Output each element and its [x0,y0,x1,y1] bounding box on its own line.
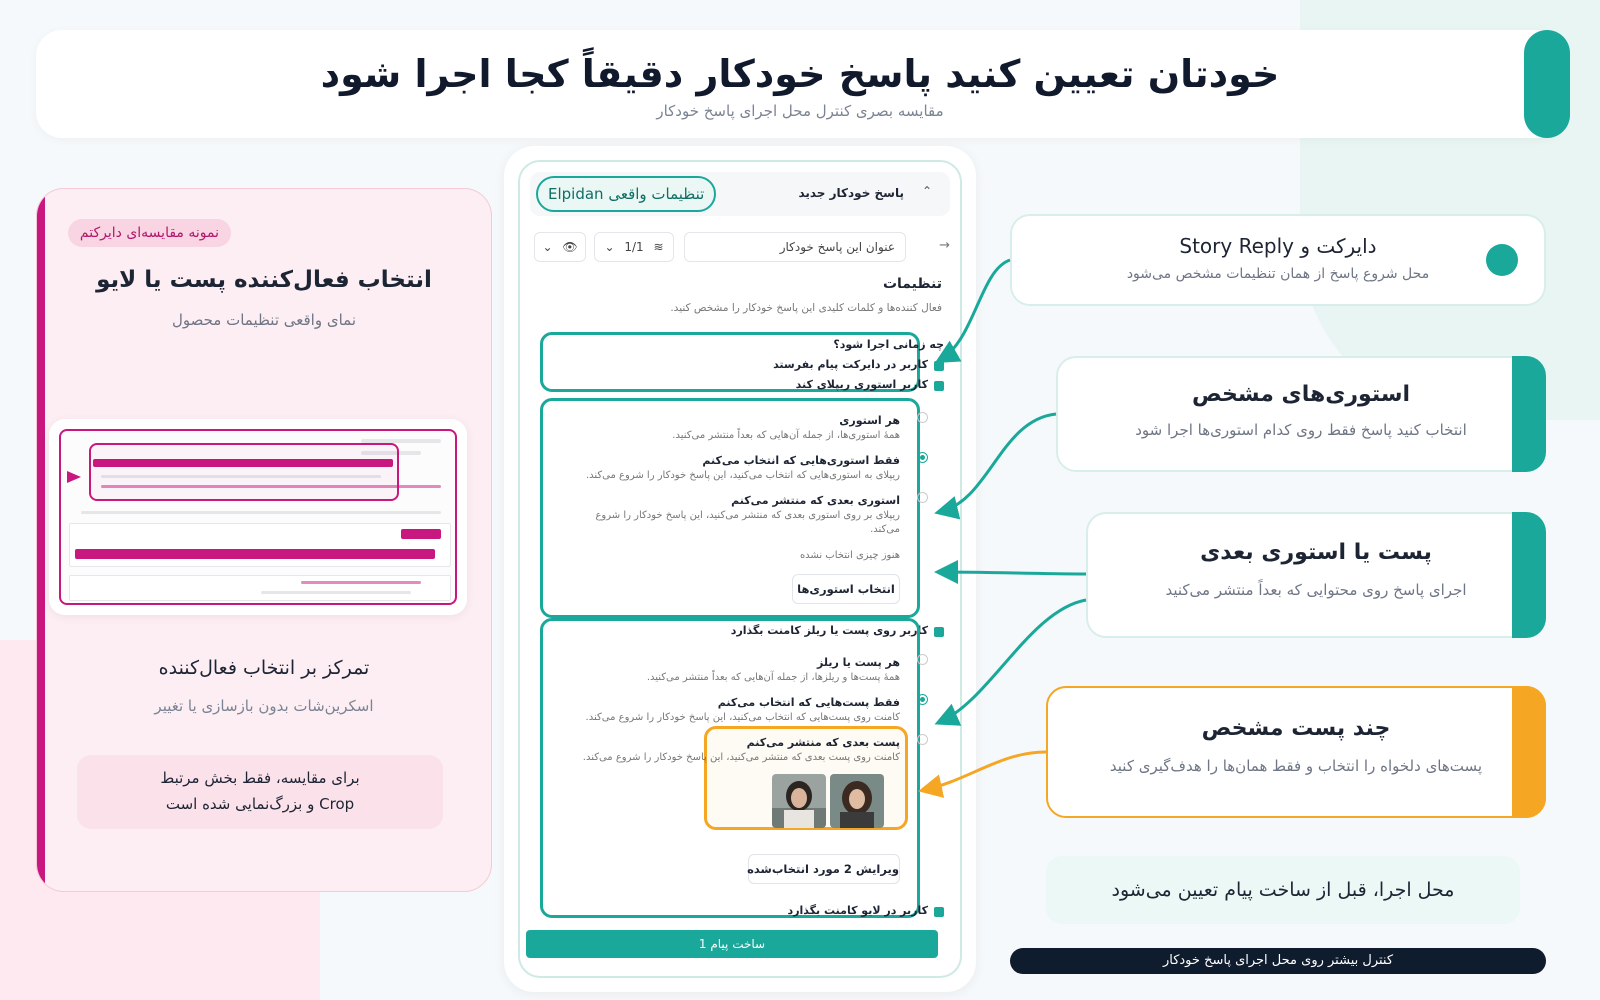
back-arrow-icon[interactable]: → [939,238,950,253]
story-next-label: استوری بعدی که منتشر می‌کنم [731,494,900,507]
crop-note [77,755,443,829]
card-direct-subtitle: محل شروع پاسخ از همان تنظیمات مشخص می‌شود [1126,266,1430,282]
page-title: خودتان تعیین کنید پاسخ خودکار دقیقاً کجا اجرا شود [320,52,1280,96]
story-next-description: ریپلای بر روی استوری بعدی که منتشر می‌کنید، این پاسخ خودکار را شروع [595,510,900,521]
card-posts-title: چند پست مشخص [1201,716,1391,741]
page-switcher[interactable] [594,232,674,262]
comparison-screenshot-thumbnail [49,419,467,615]
edit-selected-button[interactable]: ویرایش 2 مورد انتخاب‌شده [748,854,900,884]
direct-indicator-dot [1486,244,1518,276]
selected-post-thumbnail[interactable] [772,774,826,828]
post-selected-description: کامنت روی پست‌هایی که انتخاب می‌کنید، این پاسخ خودکار را شروع می‌کند. [585,712,900,723]
card-stories-title: استوری‌های مشخص [1192,382,1410,407]
comparison-panel [36,188,492,892]
trigger-live-label: کاربر در لایو کامنت بگذارد [787,904,928,917]
story-selected-label: فقط استوری‌هایی که انتخاب می‌کنم [702,454,900,467]
radio-icon[interactable] [917,654,928,665]
chevron-down-icon: ⌄ [542,240,553,254]
card-accent-bar [1512,356,1546,472]
checkbox-icon[interactable] [934,361,944,371]
checkbox-icon[interactable] [934,907,944,917]
story-any-label: هر استوری [839,414,900,427]
chevron-up-icon[interactable]: ⌃ [921,184,932,198]
reply-title-input[interactable] [684,232,906,262]
execution-location-note: محل اجرا، قبل از ساخت پیام تعیین می‌شود [1046,856,1520,924]
focus-title: تمرکز بر انتخاب فعال‌کننده [158,657,370,679]
crop-note-line-1: برای مقایسه، فقط بخش مرتبط [160,769,360,787]
thumbnail-pointer [67,471,81,483]
trigger-post-label: کاربر روی پست یا ریلز کامنت بگذارد [730,624,928,637]
card-direct-title: دایرکت و Story Reply [1179,234,1377,258]
radio-icon[interactable] [917,452,928,463]
footer-bar: کنترل بیشتر روی محل اجرای پاسخ خودکار [1010,948,1546,974]
card-next-post-story [1086,512,1546,638]
nothing-selected-text: هنوز چیزی انتخاب نشده [799,550,900,561]
thumbnail-frame [59,429,457,605]
comparison-title: انتخاب فعال‌کننده پست یا لایو [96,267,432,293]
real-settings-pill[interactable]: تنظیمات واقعی Elpidan [536,176,716,212]
comparison-subtitle: نمای واقعی تنظیمات محصول [171,311,357,329]
preview-toggle[interactable] [534,232,586,262]
focus-subtitle: اسکرین‌شات بدون بازسازی یا تغییر [154,697,374,715]
story-any-description: همهٔ استوری‌ها، از جمله آن‌هایی که بعداً منتشر می‌کنید. [672,430,900,441]
radio-icon[interactable] [917,694,928,705]
new-reply-label: پاسخ خودکار جدید [798,186,904,200]
radio-icon[interactable] [917,734,928,745]
create-message-button[interactable]: ساخت پیام 1 [526,930,938,958]
phone-mockup [504,146,976,992]
new-reply-header [530,172,950,216]
thumbnail-bar [75,549,435,559]
when-question: چه زمانی اجرا شود؟ [833,338,944,351]
card-accent-bar [1512,686,1546,818]
post-next-description: کامنت روی پست بعدی که منتشر می‌کنید، این پاسخ خودکار را شروع می‌کند. [582,752,900,763]
layers-icon: ≋ [653,240,664,254]
trigger-story-label: کاربر استوری ریپلای کند [795,378,928,391]
card-stories-subtitle: انتخاب کنید پاسخ فقط روی کدام استوری‌ها اجرا شود [1135,421,1467,439]
thumbnail-focus-outline [89,443,399,501]
thumbnail-button [401,529,441,539]
card-posts-subtitle: پست‌های دلخواه را انتخاب و فقط همان‌ها را هدف‌گیری کنید [1109,757,1483,775]
settings-heading: تنظیمات [882,276,942,292]
eye-icon: 👁 [562,240,578,254]
crop-note-line-2: Crop و بزرگ‌نمایی شده است [165,795,355,813]
card-next-title: پست یا استوری بعدی [1200,540,1432,565]
card-specific-stories [1056,356,1546,472]
header-accent-bar [1524,30,1570,138]
card-next-subtitle: اجرای پاسخ روی محتوایی که بعداً منتشر می‌کنید [1165,581,1467,599]
settings-description: فعال کننده‌ها و کلمات کلیدی این پاسخ خودکار را مشخص کنید. [670,302,942,314]
radio-icon[interactable] [917,412,928,423]
checkbox-icon[interactable] [934,627,944,637]
select-stories-button[interactable]: انتخاب استوری‌ها [792,574,900,604]
post-next-label: پست بعدی که منتشر می‌کنم [746,736,900,749]
comparison-badge: نمونه مقایسه‌ای دایرکتم [68,219,231,247]
trigger-direct-label: کاربر در دایرکت پیام بفرستد [773,358,928,371]
story-selected-description: ریپلای به استوری‌هایی که انتخاب می‌کنید، این پاسخ خودکار را شروع می‌کند. [585,470,900,481]
panel-accent-bar [37,189,45,891]
phone-screen [518,160,962,978]
selected-post-thumbnail[interactable] [830,774,884,828]
reply-toolbar [534,232,950,262]
page-counter: 1/1 [624,240,644,254]
radio-icon[interactable] [917,492,928,503]
story-next-description-cont: می‌کند. [870,524,900,535]
card-specific-posts [1046,686,1546,818]
post-selected-label: فقط پست‌هایی که انتخاب می‌کنم [717,696,900,709]
page-subtitle: مقایسه بصری کنترل محل اجرای پاسخ خودکار [656,102,944,120]
card-direct-story-reply [1010,214,1546,306]
card-accent-bar [1512,512,1546,638]
reply-title-placeholder: عنوان این پاسخ خودکار [779,240,895,254]
checkbox-icon[interactable] [934,381,944,391]
header-card [36,30,1564,138]
chevron-down-icon: ⌄ [604,240,615,254]
post-any-description: همهٔ پست‌ها و ریلزها، از جمله آن‌هایی که بعداً منتشر می‌کنید. [646,672,900,683]
post-any-label: هر پست یا ریلز [817,656,900,669]
